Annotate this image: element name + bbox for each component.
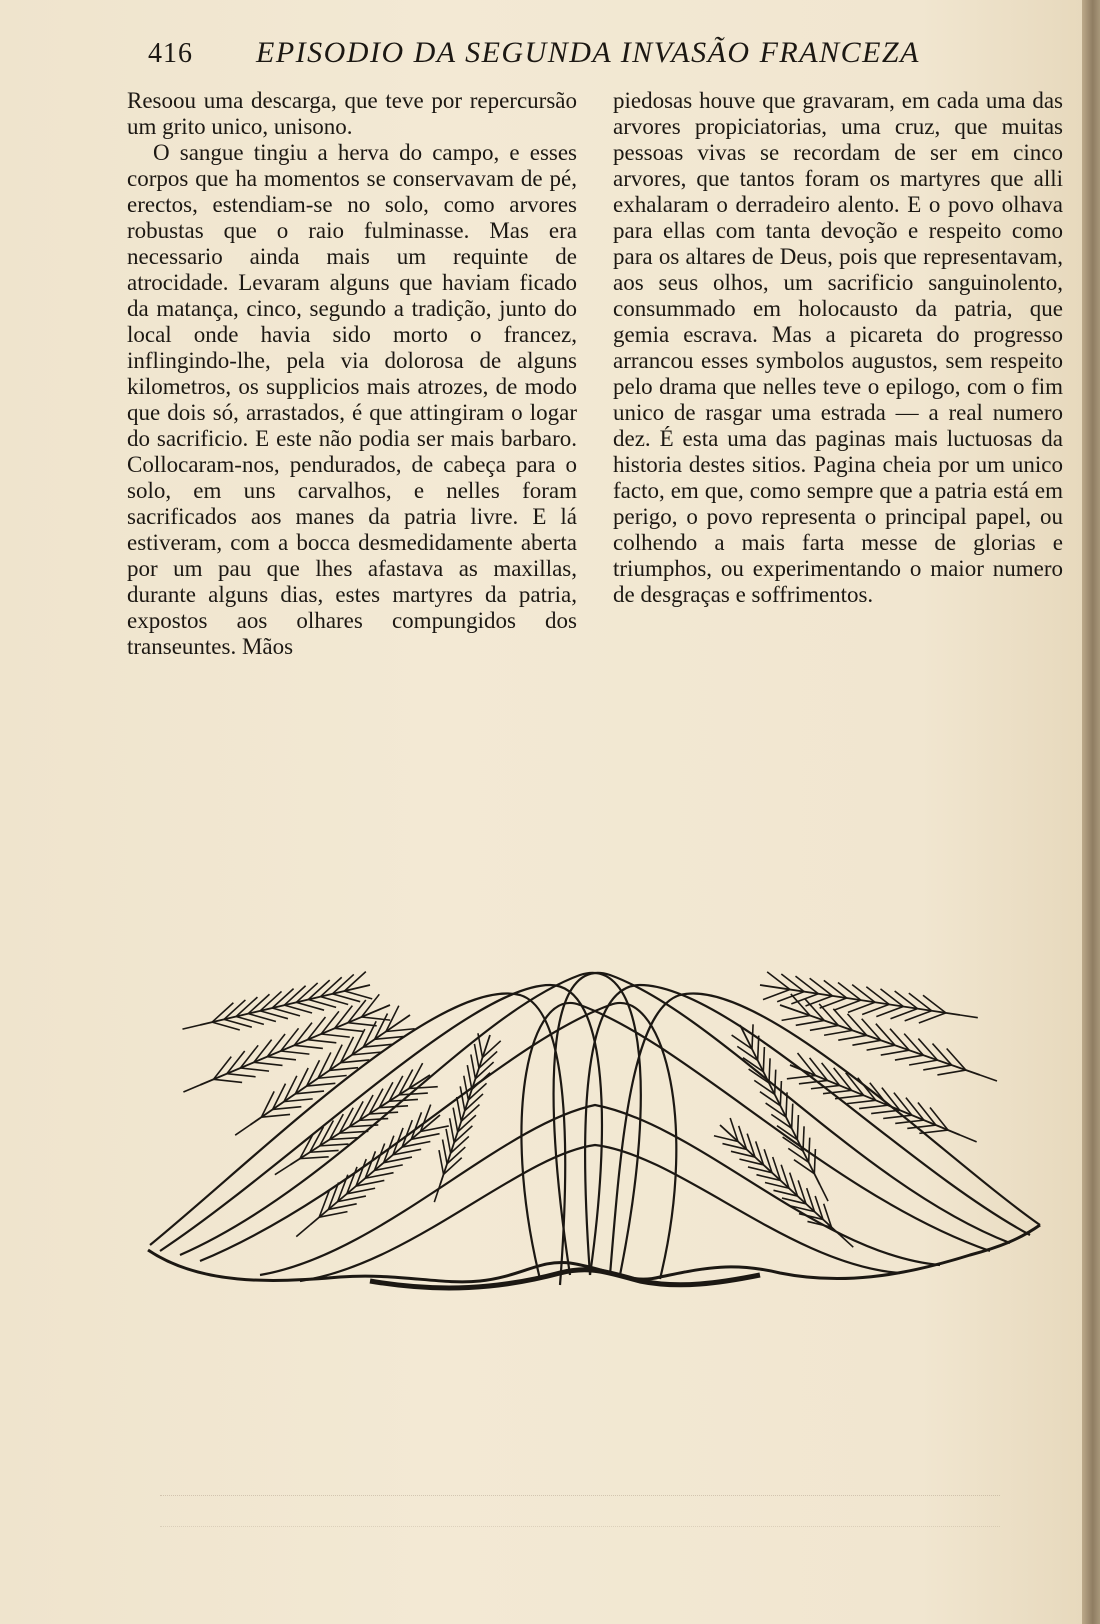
paragraph: Resoou uma descarga, que teve por repercursão um grito unico, unisono.	[127, 88, 577, 139]
ornament-stroke	[389, 1099, 418, 1101]
ornament-stroke	[281, 1051, 310, 1054]
ornament-stroke	[521, 1003, 990, 1279]
ornament-stroke	[810, 1025, 838, 1030]
ornament-stroke	[446, 1129, 451, 1153]
ornament-stroke	[457, 1097, 462, 1121]
ornament-stroke	[240, 1068, 269, 1071]
ornament-stroke	[909, 1060, 937, 1065]
ornament-stroke	[321, 1034, 350, 1037]
ornament-stroke	[350, 1125, 379, 1127]
ornament-stroke	[835, 1095, 864, 1098]
ornament-stroke	[434, 1185, 440, 1202]
ornament-stroke	[799, 1080, 828, 1083]
ornament-stroke	[300, 1157, 329, 1159]
ornament-stroke	[895, 1055, 923, 1060]
ornament-stroke	[275, 1165, 290, 1175]
ornament-stroke	[786, 1092, 787, 1117]
ornament-stroke	[348, 1023, 377, 1026]
ornament-stroke	[235, 1125, 250, 1135]
ornament-stroke	[937, 1070, 965, 1075]
ornament-stroke	[464, 1076, 469, 1100]
ornament-stroke	[399, 1093, 428, 1095]
ornament-stroke	[823, 1090, 852, 1093]
ornament-stroke	[213, 1079, 242, 1082]
ornament-stroke	[847, 1100, 876, 1103]
ornament-stroke	[460, 1086, 465, 1110]
ornament-stroke	[867, 1045, 895, 1050]
ornament-stroke	[554, 973, 1010, 1275]
ornament-stroke	[769, 1058, 770, 1083]
ornament-stroke	[267, 1057, 296, 1060]
ornament-stroke	[809, 1138, 810, 1163]
ornament-stroke	[824, 1030, 852, 1035]
ornament-stroke	[308, 1040, 337, 1043]
ornament-stroke	[820, 1185, 828, 1201]
paragraph: O sangue tingiu a herva do campo, e esses corpos que ha momentos se conservavam de pé, erectos, estendiam-se no solo, como arvores robustas que o raio fulminasse. Mas era necessario ainda mais um requinte de atrocidade. Levaram alguns que haviam ficado da matança, cinco, segundo a tradição, junto do local onde havia sido morto o francez, inflingindo-lhe, pela via dolorosa de alguns kilometros, os supplicios mais atrozes, de modo que dois só, arrastados, é que attingiram o logar do sacrificio. E este não podia ser mais barbaro. Collocaram-nos, pendurados, de cabeça para o solo, em uns carvalhos, e nelles foram sacrificados aos manes da patria livre. E lá estiveram, com a bocca desmedidamente aberta por um pau que lhes afastava as maxillas, durante alguns dias, estes martyres da patria, expostos aos olhares compungidos dos transeuntes. Mãos	[127, 140, 577, 659]
ornament-stroke	[763, 1047, 764, 1072]
ornament-stroke	[182, 1025, 200, 1029]
ornament-stroke	[960, 1135, 977, 1142]
ornament-stroke	[923, 1065, 951, 1070]
ornament-stroke	[183, 1085, 200, 1092]
ornament-stroke	[752, 1024, 753, 1049]
ornament-stroke	[758, 1036, 759, 1061]
running-title: EPISODIO DA SEGUNDA INVASÃO FRANCEZA	[256, 36, 920, 69]
ornament-stroke	[814, 1149, 815, 1174]
ornament-stroke	[792, 1104, 793, 1129]
show-through-lines	[160, 1495, 1000, 1527]
ornament-stroke	[871, 1110, 900, 1113]
text-column-left	[127, 88, 577, 660]
running-head	[0, 30, 1000, 78]
ornament-stroke	[838, 1035, 866, 1040]
ornament-stroke	[881, 1050, 909, 1055]
text-column-right	[613, 88, 1063, 608]
ornament-stroke	[780, 1081, 781, 1106]
wheat-ornament-drawing	[140, 955, 1050, 1355]
ornament-stroke	[797, 1115, 798, 1140]
ornament-stroke	[960, 1015, 978, 1018]
ornament-stroke	[379, 1106, 408, 1108]
page-edge	[1082, 0, 1100, 1624]
paragraph: piedosas houve que gravaram, em cada uma das arvores propiciatorias, uma cruz, que muitas pessoas vivas se recordam de ser em cinco arvores, que tantos foram os martyres que alli exhalaram o derradeiro alento. E o povo olhava para ellas com tanta devoção e respeito como para os altares de Deus, pois que representavam, aos seus olhos, um sacrificio sanguinolento, consummado em holocausto da patria, que gemia escrava. Mas a picareta do progresso arrancou esses symbolos augustos, sem respeito pelo drama que nelles teve o epilogo, com o fim unico de rasgar uma estrada — a real numero dez. É esta uma das paginas mais luctuosas da historia destes sitios. Pagina cheia por um unico facto, em que, como sempre que a patria está em perigo, o povo representa o principal papel, ou colhendo a mais farta messe de glorias e triumphos, ou experimentando o maior numero de desgraças e soffrimentos.	[613, 88, 1063, 607]
ornament-stroke	[320, 1144, 349, 1146]
ornament-stroke	[296, 1225, 310, 1237]
ornament-stroke	[227, 1074, 256, 1077]
ornament-stroke	[254, 1062, 283, 1065]
ornament-stroke	[439, 1150, 444, 1174]
page-number: 416	[148, 38, 193, 69]
ornament-stroke	[453, 1108, 458, 1132]
ornament-stroke	[883, 1115, 912, 1118]
ornament-stroke	[471, 1054, 476, 1078]
ornament-stroke	[859, 1105, 888, 1108]
ornament-stroke	[467, 1065, 472, 1089]
ornament-stroke	[409, 1087, 438, 1089]
ornament-stroke	[450, 1118, 455, 1142]
ornament-stroke	[474, 1044, 479, 1068]
wheat-sheaf-icon	[140, 955, 1050, 1355]
ornament-stroke	[796, 1020, 824, 1025]
ornament-stroke	[335, 1028, 364, 1031]
ornament-stroke	[980, 1075, 997, 1081]
ornament-stroke	[443, 1139, 448, 1163]
ornament-stroke	[294, 1045, 323, 1048]
ornament-stroke	[907, 1125, 936, 1128]
ornament-stroke	[369, 1112, 398, 1114]
ornament-stroke	[782, 1016, 810, 1021]
ornament-stroke	[330, 1138, 359, 1140]
ornament-stroke	[852, 1040, 880, 1045]
ornament-stroke	[775, 1070, 776, 1095]
ornament-stroke	[310, 1150, 339, 1152]
ornament-stroke	[359, 1119, 388, 1121]
ornament-stroke	[803, 1126, 804, 1151]
